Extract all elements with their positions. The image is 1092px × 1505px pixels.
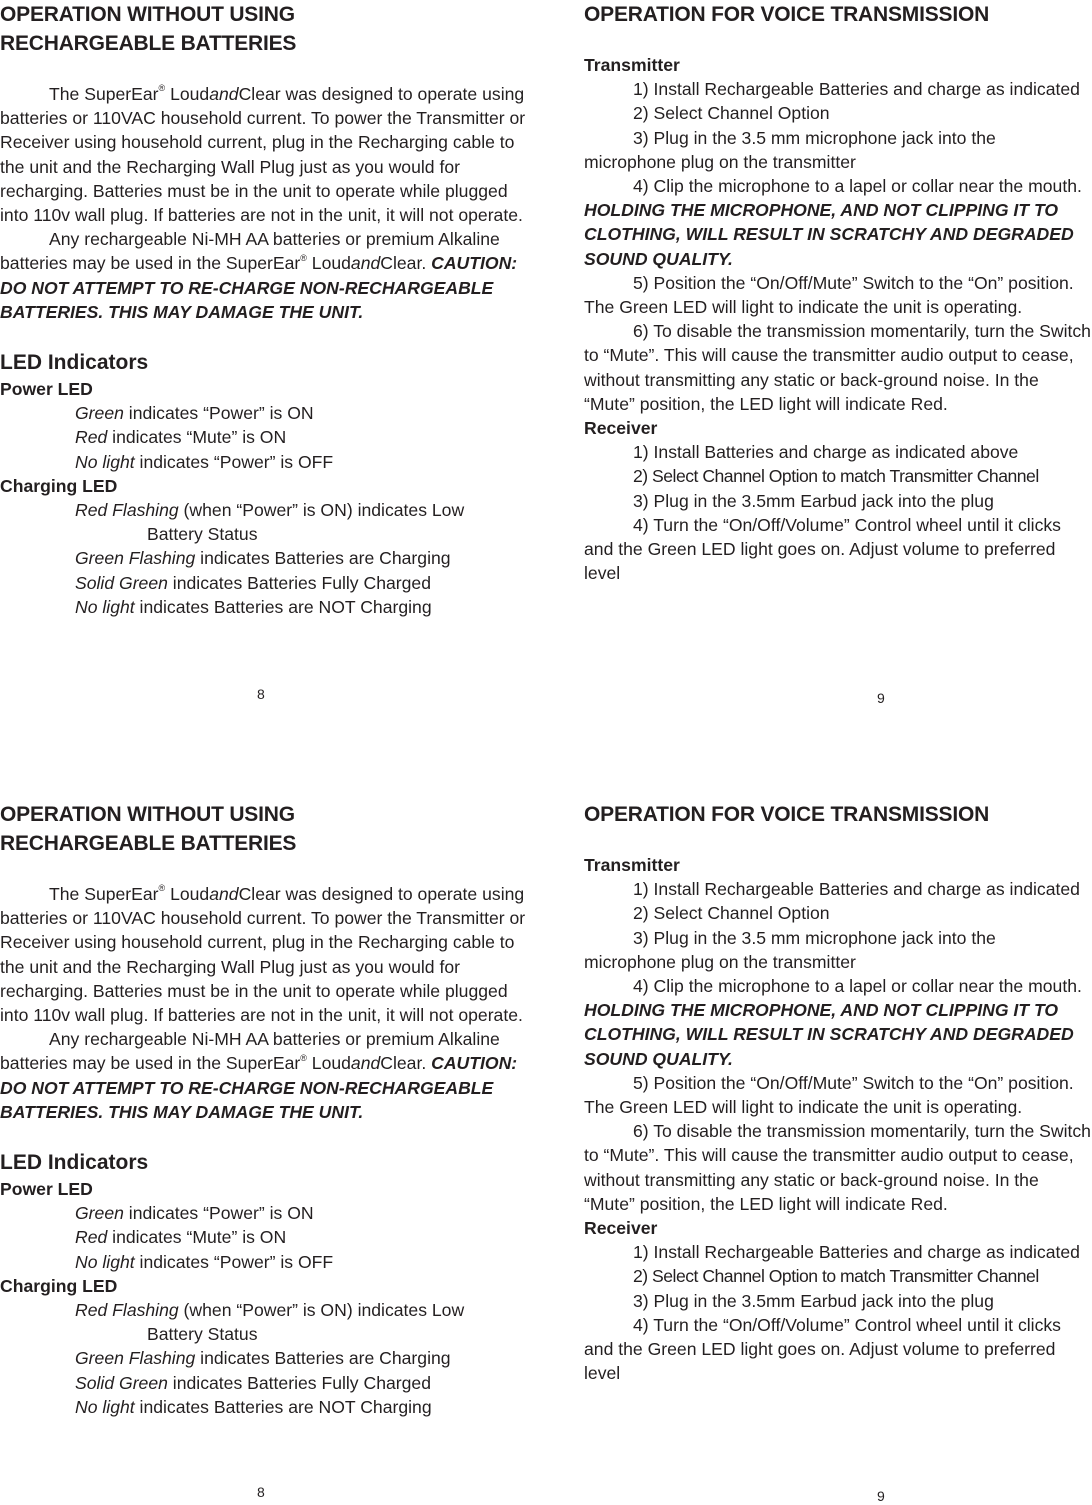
page-9-bottom — [584, 800, 1092, 1385]
warning-text: HOLDING THE MICROPHONE, AND NOT CLIPPING IT TO CLOTHING, WILL RESULT IN SCRATCHY AND DEGRADED SOUND QUALITY. — [584, 200, 1074, 269]
transmitter-step: 1) Install Rechargeable Batteries and charge as indicated — [633, 879, 1080, 900]
led-item: Red Flashing (when “Power” is ON) indicates Low Battery Status — [75, 500, 465, 545]
transmitter-step: 6) To disable the transmission momentarily, turn the Switch to “Mute”. This will cause the transmitter audio output to cease, without transmitting any static or back-ground noise. In the “Mute” position, the LED light will indicate Red. — [584, 321, 1091, 414]
intro-paragraph: The SuperEar® LoudandClear was designed to operate using batteries or 110VAC household current. To power the Transmitter or Receiver using household current, plug in the Recharging cable to the unit and the Recharging Wall Plug just as you would for recharging. Batteries must be in the unit to operate while plugged into 110v wall plug. If batteries are not in the unit, it will not operate. — [0, 83, 526, 226]
led-item: Solid Green indicates Batteries Fully Charged — [75, 1372, 431, 1393]
page-number: 9 — [877, 690, 885, 706]
page-9-top — [584, 0, 1092, 585]
receiver-step: 4) Turn the “On/Off/Volume” Control wheel until it clicks and the Green LED light goes on. Adjust volume to preferred level — [584, 1314, 1061, 1384]
led-item: Red indicates “Mute” is ON — [75, 427, 287, 448]
page-8-top — [0, 0, 530, 619]
transmitter-step: 5) Position the “On/Off/Mute” Switch to the “On” position. The Green LED will light to indicate the unit is operating. — [584, 1072, 1074, 1118]
transmitter-heading: Transmitter — [584, 855, 680, 875]
charging-led-heading: Charging LED — [0, 1275, 118, 1296]
receiver-heading: Receiver — [584, 1218, 658, 1239]
led-indicators-heading: LED Indicators — [0, 351, 149, 375]
receiver-step: 2) Select Channel Option to match Transmitter Channel — [633, 466, 1039, 487]
battery-paragraph: Any rechargeable Ni-MH AA batteries or premium Alkaline batteries may be used in the SuperEar® LoudandClear. CAUTION: DO NOT ATTEMPT TO RE-CHARGE NON-RECHARGEABLE BATTERIES. THIS MAY DAMAGE THE UNIT. — [0, 1029, 518, 1122]
section-title: OPERATION FOR VOICE TRANSMISSION — [584, 803, 990, 826]
power-led-heading: Power LED — [0, 379, 93, 400]
intro-paragraph: The SuperEar® LoudandClear was designed to operate using batteries or 110VAC household current. To power the Transmitter or Receiver using household current, plug in the Recharging cable to the unit and the Recharging Wall Plug just as you would for recharging. Batteries must be in the unit to operate while plugged into 110v wall plug. If batteries are not in the unit, it will not operate. — [0, 883, 526, 1026]
transmitter-step: 4) Clip the microphone to a lapel or collar near the mouth. HOLDING THE MICROPHONE, AND NOT CLIPPING IT TO CLOTHING, WILL RESULT IN SCRATCHY AND DEGRADED SOUND QUALITY. — [584, 176, 1082, 269]
led-item: No light indicates Batteries are NOT Charging — [75, 596, 432, 617]
charging-led-heading: Charging LED — [0, 475, 118, 496]
led-item: Green Flashing indicates Batteries are Charging — [75, 548, 451, 569]
receiver-heading: Receiver — [584, 418, 658, 439]
battery-paragraph: Any rechargeable Ni-MH AA batteries or premium Alkaline batteries may be used in the SuperEar® LoudandClear. CAUTION: DO NOT ATTEMPT TO RE-CHARGE NON-RECHARGEABLE BATTERIES. THIS MAY DAMAGE THE UNIT. — [0, 229, 518, 322]
transmitter-step: 3) Plug in the 3.5 mm microphone jack into the microphone plug on the transmitter — [584, 127, 996, 172]
receiver-step: 1) Install Batteries and charge as indicated above — [633, 442, 1019, 463]
transmitter-step: 6) To disable the transmission momentarily, turn the Switch to “Mute”. This will cause the transmitter audio output to cease, without transmitting any static or back-ground noise. In the “Mute” position, the LED light will indicate Red. — [584, 1121, 1091, 1214]
receiver-step: 2) Select Channel Option to match Transmitter Channel — [633, 1266, 1039, 1287]
led-indicators-heading: LED Indicators — [0, 1151, 149, 1175]
transmitter-step: 4) Clip the microphone to a lapel or collar near the mouth. HOLDING THE MICROPHONE, AND NOT CLIPPING IT TO CLOTHING, WILL RESULT IN SCRATCHY AND DEGRADED SOUND QUALITY. — [584, 976, 1082, 1069]
receiver-step: 3) Plug in the 3.5mm Earbud jack into the plug — [633, 1290, 994, 1311]
section-title-line-2: RECHARGEABLE BATTERIES — [0, 832, 297, 855]
led-item: Green indicates “Power” is ON — [75, 403, 314, 424]
led-item: Red Flashing (when “Power” is ON) indicates Low Battery Status — [75, 1300, 465, 1345]
transmitter-step: 5) Position the “On/Off/Mute” Switch to the “On” position. The Green LED will light to indicate the unit is operating. — [584, 272, 1074, 318]
transmitter-step: 2) Select Channel Option — [633, 903, 830, 924]
transmitter-step: 3) Plug in the 3.5 mm microphone jack into the microphone plug on the transmitter — [584, 927, 996, 972]
page-number: 8 — [257, 1484, 265, 1500]
section-title-line-2: RECHARGEABLE BATTERIES — [0, 32, 297, 55]
section-title: OPERATION WITHOUT USING — [0, 803, 295, 826]
caution-text: CAUTION: DO NOT ATTEMPT TO RE-CHARGE NON-RECHARGEABLE BATTERIES. THIS MAY DAMAGE THE UNIT. — [0, 1053, 518, 1122]
page-number: 8 — [257, 686, 265, 702]
transmitter-heading: Transmitter — [584, 55, 680, 75]
led-item: Solid Green indicates Batteries Fully Charged — [75, 572, 431, 593]
led-item: No light indicates Batteries are NOT Charging — [75, 1396, 432, 1417]
section-title: OPERATION FOR VOICE TRANSMISSION — [584, 3, 990, 26]
led-item: Green indicates “Power” is ON — [75, 1203, 314, 1224]
section-title: OPERATION WITHOUT USING — [0, 3, 295, 26]
page-8-bottom — [0, 800, 530, 1419]
transmitter-step: 1) Install Rechargeable Batteries and charge as indicated — [633, 79, 1080, 100]
receiver-step: 3) Plug in the 3.5mm Earbud jack into the plug — [633, 490, 994, 511]
led-item: No light indicates “Power” is OFF — [75, 451, 334, 472]
receiver-step: 1) Install Rechargeable Batteries and charge as indicated — [633, 1242, 1080, 1263]
warning-text: HOLDING THE MICROPHONE, AND NOT CLIPPING IT TO CLOTHING, WILL RESULT IN SCRATCHY AND DEGRADED SOUND QUALITY. — [584, 1000, 1074, 1069]
transmitter-step: 2) Select Channel Option — [633, 103, 830, 124]
power-led-heading: Power LED — [0, 1179, 93, 1200]
page-number: 9 — [877, 1488, 885, 1504]
receiver-step: 4) Turn the “On/Off/Volume” Control wheel until it clicks and the Green LED light goes on. Adjust volume to preferred level — [584, 514, 1061, 584]
led-item: Red indicates “Mute” is ON — [75, 1227, 287, 1248]
caution-text: CAUTION: DO NOT ATTEMPT TO RE-CHARGE NON-RECHARGEABLE BATTERIES. THIS MAY DAMAGE THE UNIT. — [0, 253, 518, 322]
led-item: No light indicates “Power” is OFF — [75, 1251, 334, 1272]
led-item: Green Flashing indicates Batteries are Charging — [75, 1348, 451, 1369]
